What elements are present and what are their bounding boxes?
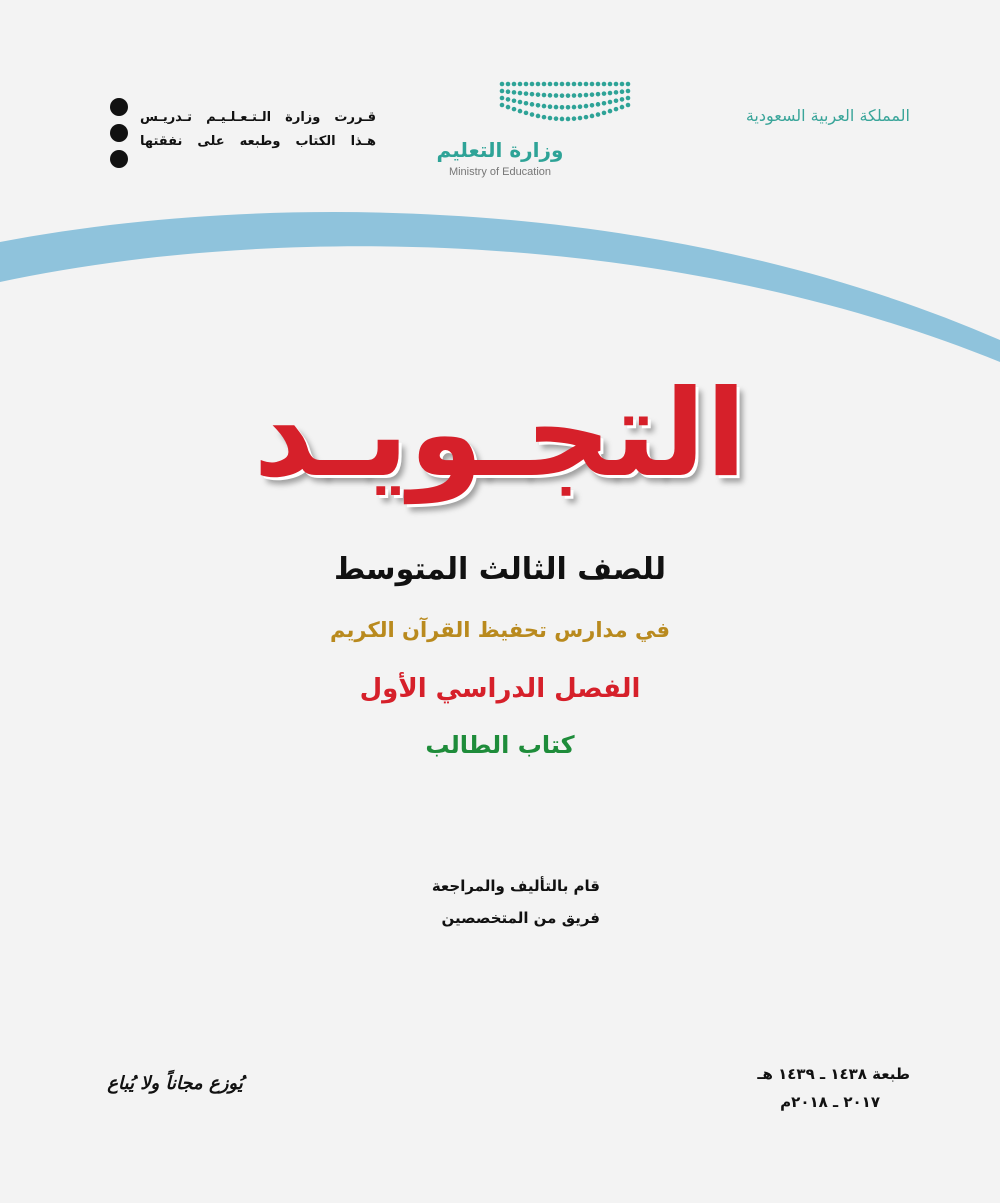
bullet-icon xyxy=(110,124,128,142)
book-type-label: كتاب الطالب xyxy=(425,731,575,759)
edition-info xyxy=(700,1060,910,1116)
ministry-name-arabic: وزارة التعليم xyxy=(436,138,564,162)
credits-line-2: فريق من المتخصصين xyxy=(441,909,600,927)
book-title: التجـويـد xyxy=(253,365,747,504)
credits-line-1: قام بالتأليف والمراجعة xyxy=(431,877,600,895)
credits xyxy=(380,870,600,934)
ministry-logo xyxy=(430,78,640,188)
grade-label: للصف الثالث المتوسط xyxy=(333,552,667,587)
decorative-arc xyxy=(0,200,1000,370)
ministry-name-english: Ministry of Education xyxy=(448,166,552,178)
approval-notice xyxy=(100,96,380,176)
bullet-group xyxy=(110,98,130,176)
ministry-dots-icon xyxy=(490,78,700,138)
free-distribution-note: يُوزع مجاناً ولا يُباع xyxy=(107,1073,243,1094)
approval-line-1: قـررت وزارة الـتـعـلـيـم تـدريـس xyxy=(140,110,376,125)
kingdom-name: المملكة العربية السعودية xyxy=(745,106,910,125)
approval-line-2: هـذا الكتاب وطبعه على نفقتها xyxy=(140,134,376,149)
edition-gregorian: ٢٠١٧ ـ ٢٠١٨م xyxy=(780,1093,880,1111)
bullet-icon xyxy=(110,150,128,168)
bullet-icon xyxy=(110,98,128,116)
edition-hijri: طبعة ١٤٣٨ ـ ١٤٣٩ هـ xyxy=(757,1065,910,1083)
approval-text xyxy=(140,106,376,154)
schools-label: في مدارس تحفيظ القرآن الكريم xyxy=(330,618,670,642)
semester-label: الفصل الدراسي الأول xyxy=(359,674,641,704)
